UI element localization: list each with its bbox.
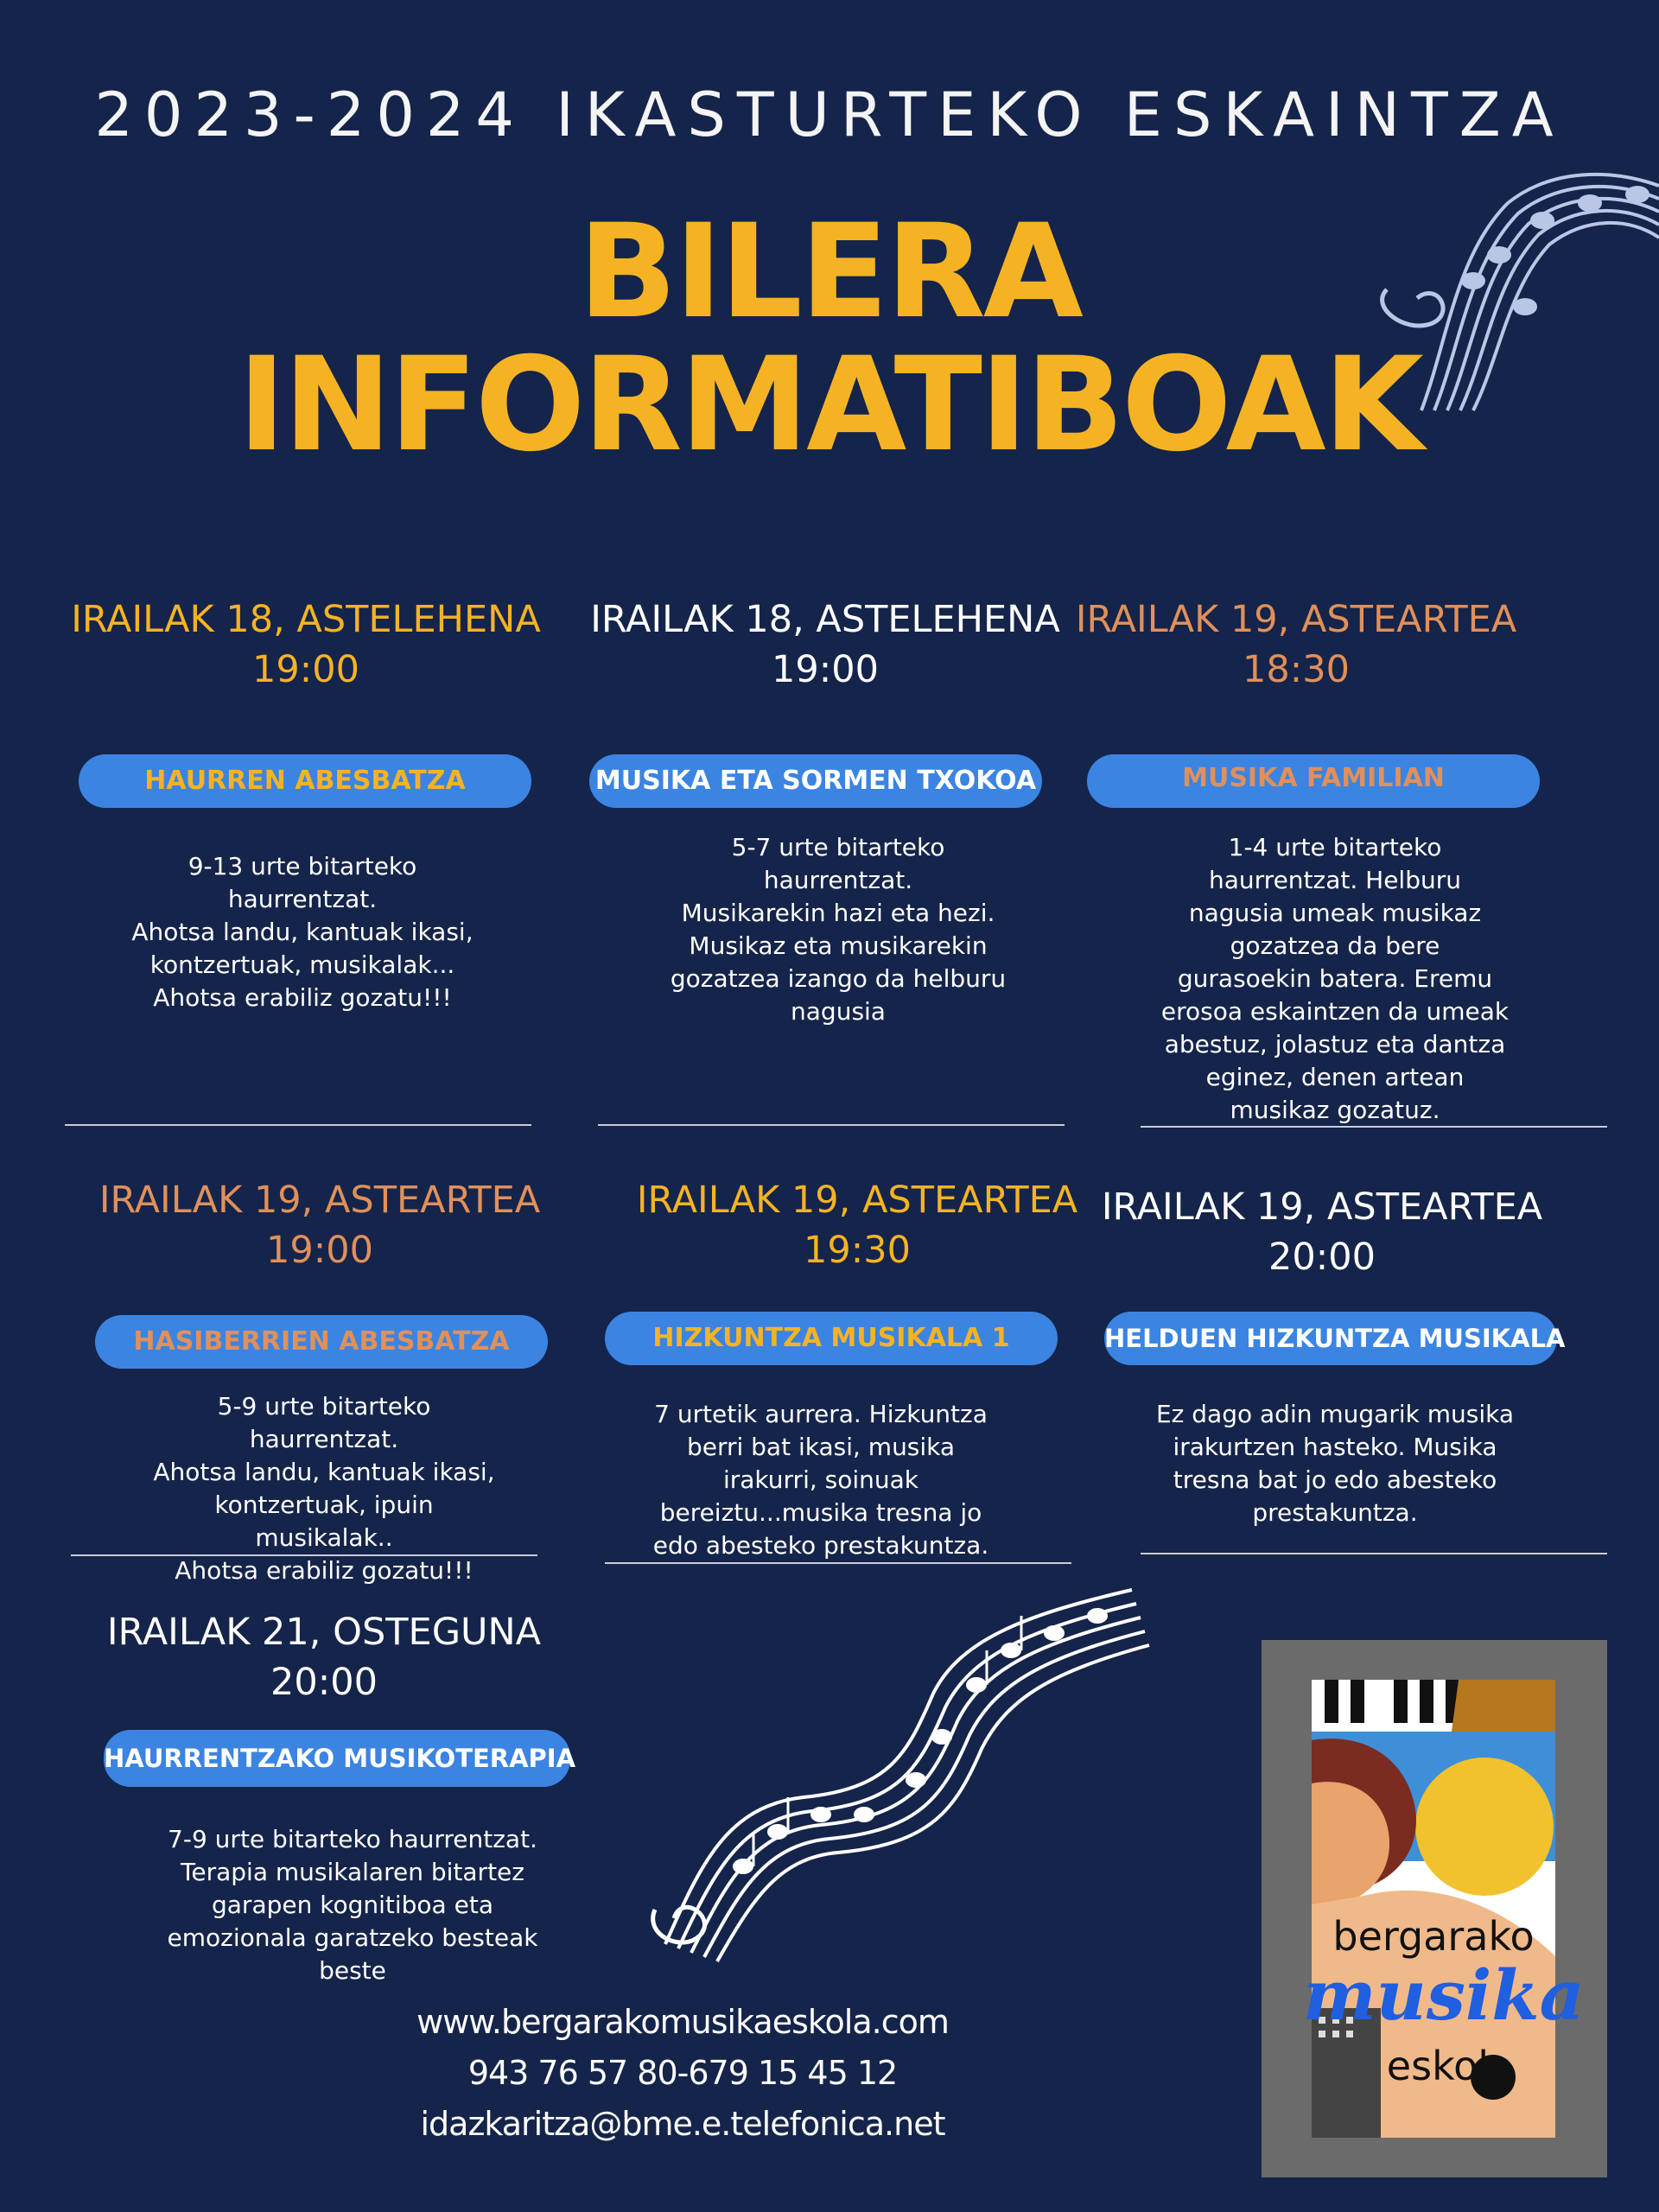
session-date: IRAILAK 21, OSTEGUNA <box>106 1611 542 1654</box>
divider <box>605 1562 1071 1564</box>
session-date: IRAILAK 19, ASTEARTEA <box>1101 1185 1543 1229</box>
session-time: 20:00 <box>270 1661 378 1704</box>
session-date: IRAILAK 19, ASTEARTEA <box>1075 598 1517 641</box>
session-card <box>615 1175 1099 1275</box>
page-title-line2: INFORMATIBOAK <box>238 330 1421 480</box>
program-badge: HIZKUNTZA MUSIKALA 1 <box>605 1312 1058 1365</box>
session-description: 5-9 urte bitarteko haurrentzat. Ahotsa landu, kantuak ikasi, kontzertuak, ipuin musikalak.. Ahotsa erabiliz gozatu!!! <box>153 1392 495 1585</box>
session-description: Ez dago adin mugarik musika irakurtzen hasteko. Musika tresna bat jo edo abesteko prestakuntza. <box>1155 1400 1514 1527</box>
email-link[interactable]: idazkaritza@bme.e.telefonica.net <box>420 2105 945 2143</box>
divider <box>1141 1553 1607 1554</box>
session-description: 1-4 urte bitarteko haurrentzat. Helburu nagusia umeak musikaz gozatzea da bere gurasoekin batera. Eremu erosoa eskaintzen da umeak abestuz, jolastuz eta dantza eginez, denen artean musikaz gozatuz. <box>1160 833 1510 1124</box>
session-date: IRAILAK 18, ASTELEHENA <box>71 598 541 641</box>
event-subtitle: 2023-2024 IKASTURTEKO ESKAINTZA <box>94 79 1565 150</box>
session-card <box>78 1175 562 1275</box>
session-date: IRAILAK 18, ASTELEHENA <box>590 598 1060 641</box>
logo-text-middle: musika <box>1303 1955 1585 2036</box>
program-badge: MUSIKA FAMILIAN <box>1087 754 1540 808</box>
program-badge: HAURRENTZAKO MUSIKOTERAPIA <box>104 1730 570 1787</box>
session-description: 5-7 urte bitarteko haurrentzat. Musikarekin hazi eta hezi. Musikaz eta musikarekin gozatzea izango da helburu nagusia <box>670 833 1007 1026</box>
session-time: 19:00 <box>772 648 879 691</box>
session-date: IRAILAK 19, ASTEARTEA <box>99 1179 541 1222</box>
logo-text-bottom: eskola <box>1386 2043 1514 2089</box>
session-time: 19:30 <box>804 1229 911 1272</box>
session-time: 20:00 <box>1268 1236 1376 1279</box>
website-link[interactable]: www.bergarakomusikaeskola.com <box>416 2003 949 2041</box>
session-time: 19:00 <box>266 1229 373 1272</box>
session-card <box>1080 1182 1564 1282</box>
program-badge: MUSIKA ETA SORMEN TXOKOA <box>589 754 1042 808</box>
session-time: 18:30 <box>1243 648 1350 691</box>
divider <box>65 1124 531 1126</box>
logo-text-top: bergarako <box>1332 1913 1535 1960</box>
phone-numbers: 943 76 57 80-679 15 45 12 <box>467 2054 898 2092</box>
program-badge: HAURREN ABESBATZA <box>79 754 531 808</box>
divider <box>598 1124 1065 1126</box>
music-staff-icon <box>1370 151 1659 419</box>
school-logo <box>1262 1640 1607 2177</box>
program-badge: HELDUEN HIZKUNTZA MUSIKALA <box>1104 1312 1557 1365</box>
session-card <box>82 1607 566 1707</box>
program-badge: HASIBERRIEN ABESBATZA <box>95 1315 548 1369</box>
session-description: 7 urtetik aurrera. Hizkuntza berri bat ikasi, musika irakurri, soinuak bereiztu...musika tresna jo edo abesteko prestakuntza. <box>652 1400 989 1560</box>
session-description: 7-9 urte bitarteko haurrentzat. Terapia musikalaren bitartez garapen kognitiboa eta emozionala garatzeko besteak beste <box>167 1825 538 1985</box>
logo-artwork <box>1303 1680 1585 2138</box>
session-card <box>64 594 548 695</box>
session-description: 9-13 urte bitarteko haurrentzat. Ahotsa landu, kantuak ikasi, kontzertuak, musikalak... Ahotsa erabiliz gozatu!!! <box>131 852 474 1012</box>
session-card <box>583 594 1067 695</box>
divider <box>1141 1126 1607 1128</box>
session-date: IRAILAK 19, ASTEARTEA <box>636 1179 1078 1222</box>
divider <box>71 1554 537 1556</box>
music-staff-icon <box>648 1581 1166 1961</box>
session-card <box>1054 594 1538 695</box>
page-title-line1: BILERA <box>578 197 1081 347</box>
session-time: 19:00 <box>252 648 359 691</box>
